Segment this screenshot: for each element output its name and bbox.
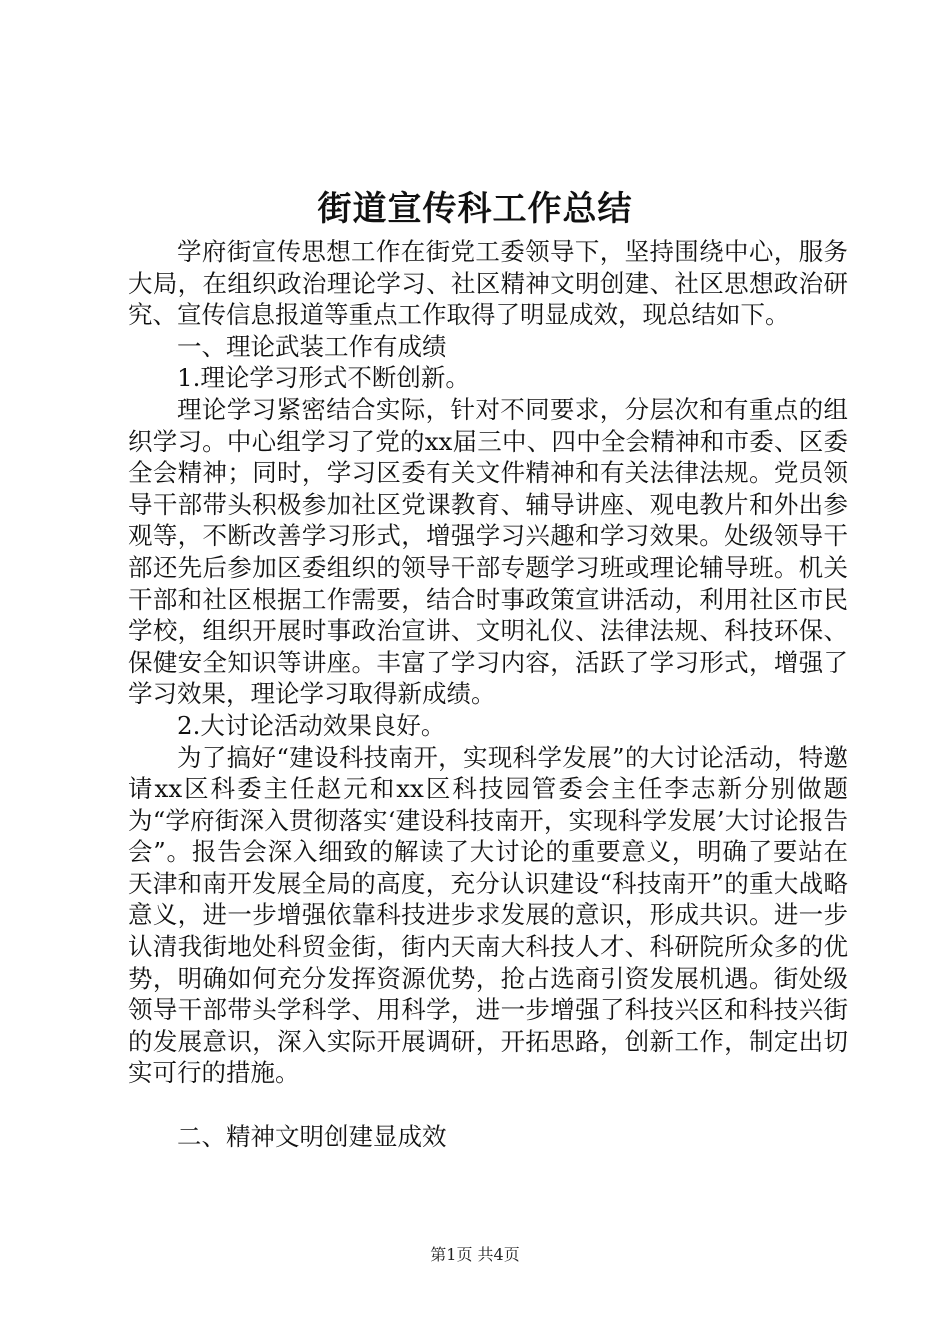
subsection-heading-2: 2.大讨论活动效果良好。 [177, 710, 446, 740]
document-title: 街道宣传科工作总结 [317, 189, 633, 229]
body-paragraph-2: 为了搞好“建设科技南开，实现科学发展”的大讨论活动，特邀请xx区科委主任赵元和xx区科技园管委会主任李志新分别做题为“学府街深入贯彻落实‘建设科技南开，实现科学发展’大讨论报告会”。报告会深入细致的解读了大讨论的重要意义，明确了要站在天津和南开发展全局的高度，充分认识建设“科技南开”的重大战略意义，进一步增强依靠科技进步求发展的意识，形成共识。进一步认清我街地处科贸金街，街内天南大科技人才、科研院所众多的优势，明确如何充分发挥资源优势，抢占选商引资发展机遇。街处级领导干部带头学科学、用科学，进一步增强了科技兴区和科技兴街的发展意识，深入实际开展调研，开拓思路，创新工作，制定出切实可行的措施。 [128, 742, 848, 1088]
intro-paragraph: 学府街宣传思想工作在街党工委领导下，坚持围绕中心，服务大局，在组织政治理论学习、社区精神文明创建、社区思想政治研究、宣传信息报道等重点工作取得了明显成效，现总结如下。 [128, 237, 848, 330]
section-heading-1: 一、理论武装工作有成绩 [177, 331, 447, 361]
page-footer: 第1页 共4页 [430, 1245, 520, 1264]
subsection-heading-1: 1.理论学习形式不断创新。 [177, 363, 470, 393]
document-body [128, 236, 848, 1152]
body-paragraph-1: 理论学习紧密结合实际，针对不同要求，分层次和有重点的组织学习。中心组学习了党的xx届三中、四中全会精神和市委、区委全会精神；同时，学习区委有关文件精神和有关法律法规。党员领导干部带头积极参加社区党课教育、辅导讲座、观电教片和外出参观等，不断改善学习形式，增强学习兴趣和学习效果。处级领导干部还先后参加区委组织的领导干部专题学习班或理论辅导班。机关干部和社区根据工作需要，结合时事政策宣讲活动，利用社区市民学校，组织开展时事政治宣讲、文明礼仪、法律法规、科技环保、保健安全知识等讲座。丰富了学习内容，活跃了学习形式，增强了学习效果，理论学习取得新成绩。 [128, 394, 848, 709]
section-heading-2: 二、精神文明创建显成效 [177, 1121, 447, 1151]
